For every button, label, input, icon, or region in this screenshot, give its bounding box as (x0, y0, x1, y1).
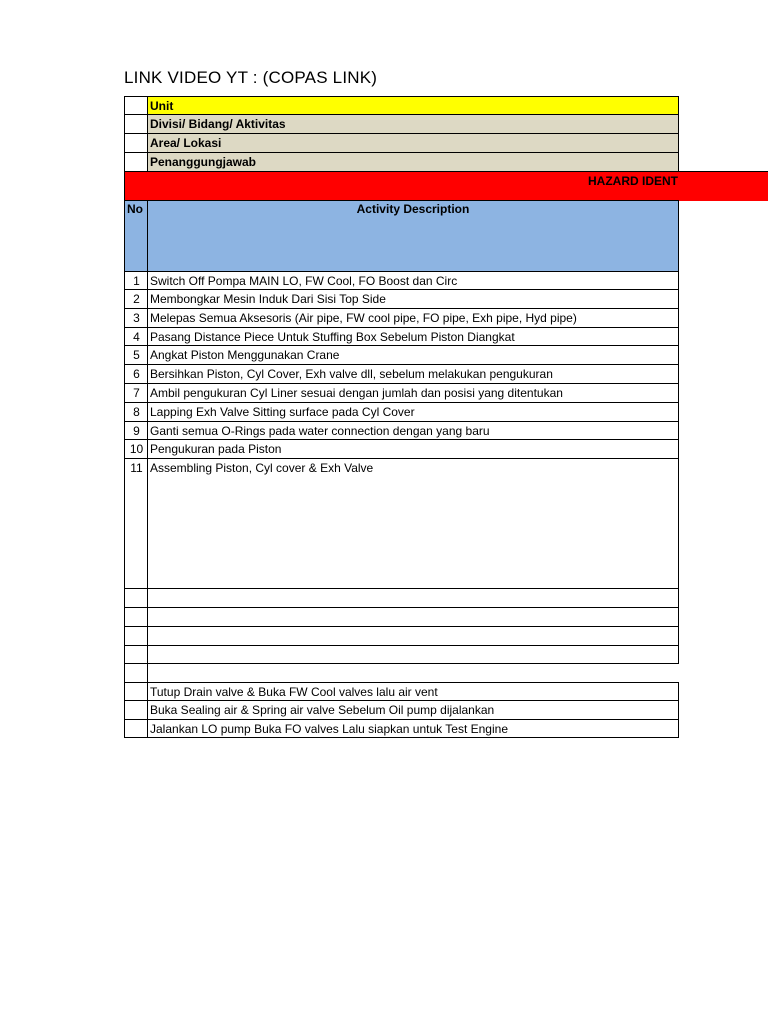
header-activity: Activity Description (147, 200, 679, 272)
activity-description: Assembling Piston, Cyl cover & Exh Valve (147, 458, 679, 589)
info-no-cell (124, 152, 148, 172)
info-no-cell (124, 114, 148, 134)
row-number (124, 663, 148, 683)
activity-description: Switch Off Pompa MAIN LO, FW Cool, FO Boost dan Circ (147, 271, 679, 290)
row-number (124, 682, 148, 701)
activity-description: Pengukuran pada Piston (147, 439, 679, 459)
row-number (124, 626, 148, 646)
activity-description: Tutup Drain valve & Buka FW Cool valves lalu air vent (147, 682, 679, 701)
info-no-cell (124, 133, 148, 153)
hazard-banner-text: HAZARD IDENT (588, 174, 678, 188)
activity-description: Ganti semua O-Rings pada water connection dengan yang baru (147, 421, 679, 440)
activity-description: Bersihkan Piston, Cyl Cover, Exh valve dll, sebelum melakukan pengukuran (147, 364, 679, 384)
table-bottom-border (124, 737, 679, 738)
row-number: 4 (124, 327, 148, 346)
row-number (124, 607, 148, 627)
info-no-cell (124, 96, 148, 115)
activity-description: Buka Sealing air & Spring air valve Sebelum Oil pump dijalankan (147, 700, 679, 720)
activity-description: Pasang Distance Piece Untuk Stuffing Box Sebelum Piston Diangkat (147, 327, 679, 346)
row-number: 2 (124, 289, 148, 309)
row-number: 11 (124, 458, 148, 589)
row-number: 3 (124, 308, 148, 328)
activity-description (147, 645, 679, 664)
activity-description: Angkat Piston Menggunakan Crane (147, 345, 679, 365)
row-number: 5 (124, 345, 148, 365)
area-label: Area/ Lokasi (147, 133, 679, 153)
activity-description (147, 626, 679, 646)
activity-description (147, 663, 678, 683)
row-number (124, 588, 148, 608)
hazard-banner (124, 171, 768, 201)
activity-description: Ambil pengukuran Cyl Liner sesuai dengan jumlah dan posisi yang ditentukan (147, 383, 679, 403)
page-title: LINK VIDEO YT : (COPAS LINK) (124, 68, 378, 87)
row-number: 7 (124, 383, 148, 403)
row-number: 1 (124, 271, 148, 290)
header-no: No (124, 200, 148, 272)
activity-description: Melepas Semua Aksesoris (Air pipe, FW cool pipe, FO pipe, Exh pipe, Hyd pipe) (147, 308, 679, 328)
activity-description: Membongkar Mesin Induk Dari Sisi Top Side (147, 289, 679, 309)
activity-description: Jalankan LO pump Buka FO valves Lalu siapkan untuk Test Engine (147, 719, 679, 738)
row-number: 10 (124, 439, 148, 459)
row-number: 6 (124, 364, 148, 384)
penanggungjawab-label: Penanggungjawab (147, 152, 679, 172)
divisi-label: Divisi/ Bidang/ Aktivitas (147, 114, 679, 134)
row-number (124, 645, 148, 664)
row-number (124, 719, 148, 738)
unit-label: Unit (147, 96, 679, 115)
row-number: 8 (124, 402, 148, 422)
activity-description (147, 588, 679, 608)
activity-description: Lapping Exh Valve Sitting surface pada Cyl Cover (147, 402, 679, 422)
activity-description (147, 607, 679, 627)
row-number (124, 700, 148, 720)
row-number: 9 (124, 421, 148, 440)
